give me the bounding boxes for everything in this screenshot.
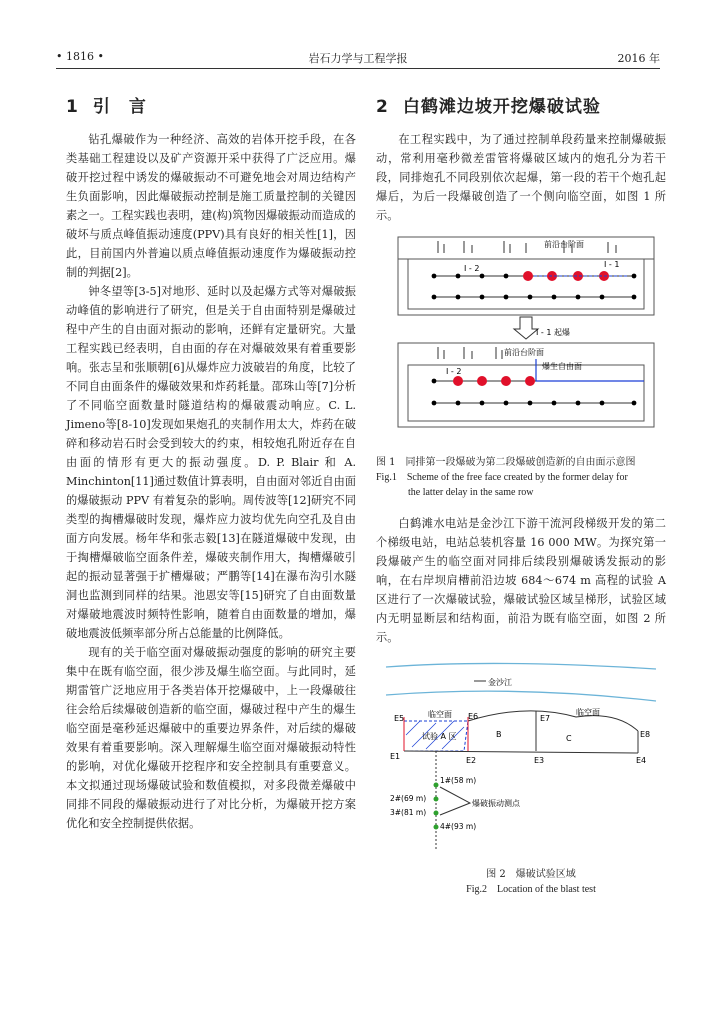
section2-paragraph-1: 在工程实践中，为了通过控制单段药量来控制爆破振动，常利用毫秒微差雷管将爆破区域内的炮孔分为若干段，同排炮孔不同段别依次起爆，第一段的若干个炮孔起爆后，为后一段爆破创造了一个侧向临空面，如图 1 所示。 — [376, 133, 666, 222]
fig1-free-face-label: 爆生自由面 — [542, 362, 582, 371]
fig2-e2: E2 — [466, 756, 477, 765]
section-title: 白鹤滩边坡开挖爆破试验 — [402, 97, 601, 117]
fig2-e8: E8 — [640, 730, 651, 739]
section-2-heading — [376, 92, 666, 118]
fig1-caption-en-2: the latter delay in the same row — [408, 487, 534, 498]
running-header — [56, 48, 660, 68]
figure-2-diagram — [376, 655, 666, 865]
section-number: 1 — [66, 97, 79, 117]
fig1-lower-panel — [398, 343, 654, 427]
intro-paragraph-2: 钟冬望等[3-5]对地形、延时以及起爆方式等对爆破振动峰值的影响进行了研究，但是关于自由面特别是爆破过程中产生的自由面对振动的影响，还鲜有定量研究。大量工程实践已经表明，自由面的存在对爆破效果有着重要影响。张志呈和张顺朝[6]从爆炸应力波破岩的角度，比较了不同自由面条件的爆破效果和炸药耗量。邵珠山等[7]分析了不同临空面数量时隧道结构的爆破震动响应。C. L. Jimeno等[8-10]发现如果炮孔的夹制作用太大，炸药在破碎和移动岩石时会受到较大的约束，相较炮孔附近存在自由面的情形有更大的振动强度。D. P. Blair 和 A. Minchinton[11]通过数值计算表明，自由面对邻近自由面的爆破振动 PPV 有着复杂的影响。周传波等[12]研究不同类型的掏槽爆破时发现，爆炸应力波均优先向空孔及自由面方向发展。杨年华和张志毅[13]在隧道爆破中发现，由于掏槽爆破临空面条件差，爆破夹制作用大，掏槽爆破引起的振动显著强于扩槽爆破；严鹏等[14]在瀑布沟引水隧洞也监测到同样的结果。池恩安等[15]研究了自由面数量对爆破地震波时频特性影响，随着自由面数量的增加，爆破地震波低频率部分所占总能量的比例降低。 — [66, 285, 356, 640]
left-column — [66, 92, 356, 833]
right-column — [376, 92, 666, 897]
fig1-caption-cn: 图 1 同排第一段爆破为第二段爆破创造新的自由面示意图 — [376, 457, 636, 468]
fig1-detonation-label: I - 1 起爆 — [536, 328, 570, 337]
fig2-point-3: 3#(81 m) — [390, 808, 427, 817]
fig1-label-i2: I - 2 — [464, 264, 480, 273]
fig1-caption-en-1: Fig.1 Scheme of the free face created by the former delay for — [376, 472, 628, 483]
intro-paragraph-3: 现有的关于临空面对爆破振动强度的影响的研究主要集中在既有临空面，很少涉及爆生临空面。与此同时，延期雷管广泛地应用于各类岩体开挖爆破中，上一段爆破往往会给后续爆破创造新的临空面，爆破过程中产生的爆生临空面是毫秒延迟爆破中的重要边界条件，对后续的爆破效果有着重要影响。深入理解爆生临空面对爆破振动特性的影响，对优化爆破开挖程序和安全控制具有重要意义。本文拟通过现场爆破试验和数值模拟，对多段微差爆破中同排不同段的爆破振动进行了对比分析，为爆破开挖方案优化和安全控制提供依据。 — [66, 646, 356, 830]
intro-paragraph-1: 钻孔爆破作为一种经济、高效的岩体开挖手段，在各类基础工程建设以及矿产资源开采中获得了广泛应用。爆破开挖过程中诱发的爆破振动不可避免地会对周边结构产生负面影响，因此爆破振动控制是施工质量控制的关键因素之一。工程实践也表明，建(构)筑物因爆破振动而造成的破坏与质点峰值振动速度(PPV)具有良好的相关性[1]，因此，目前国内外普遍以质点峰值振动速度作为爆破振动控制的判据[2]。 — [66, 133, 356, 279]
fig1-label-i1: I - 1 — [604, 260, 620, 269]
section2-paragraph-2: 白鹤滩水电站是金沙江下游干流河段梯级开发的第二个梯级电站，电站总装机容量 16 000 MW。为探究第一段爆破产生的临空面对同排后续段别爆破诱发振动的影响，在右岸坝肩槽前沿边坡 684～674 m 高程的试验 A 区进行了一次爆破试验，爆破试验区域呈梯形，试验区域内无明显断层和结构面，前沿为既有临空面，如图 2 所示。 — [376, 517, 666, 644]
fig1-upper-panel — [398, 237, 654, 315]
fig2-e3: E3 — [534, 756, 545, 765]
fig2-free-face: 临空面 — [428, 710, 452, 719]
fig2-zone-c: C — [566, 734, 572, 743]
fig1-detonation-arrow — [514, 317, 570, 339]
fig2-point-4: 4#(93 m) — [440, 822, 477, 831]
fig1-front-label: 前沿台阶面 — [544, 240, 584, 249]
header-rule — [56, 68, 660, 69]
fig2-e7: E7 — [540, 714, 551, 723]
fig2-e1: E1 — [390, 752, 401, 761]
figure-1-diagram — [376, 231, 666, 451]
fig2-e5: E5 — [394, 714, 405, 723]
fig1-front-label-2: 前沿台阶面 — [504, 348, 544, 357]
fig2-point-2: 2#(69 m) — [390, 794, 427, 803]
figure-2-caption — [376, 867, 666, 897]
section-number: 2 — [376, 97, 389, 117]
fig2-e4: E4 — [636, 756, 647, 765]
fig2-monitor-label: 爆破振动测点 — [472, 799, 520, 808]
fig2-free-face-2: 临空面 — [576, 708, 600, 717]
section-1-heading — [66, 92, 356, 118]
fig2-e6: E6 — [468, 712, 479, 721]
fig2-caption-en: Fig.2 Location of the blast test — [466, 884, 596, 895]
figure-1-caption — [376, 455, 666, 500]
fig2-zone-b: B — [496, 730, 502, 739]
fig2-river-label: 金沙江 — [488, 678, 512, 687]
fig1-label-i2-lower: I - 2 — [446, 367, 462, 376]
fig2-point-1: 1#(58 m) — [440, 776, 477, 785]
fig2-caption-cn: 图 2 爆破试验区域 — [486, 869, 576, 880]
section-title: 引 言 — [92, 97, 147, 117]
year: 2016 年 — [617, 52, 660, 65]
fig2-monitor-points — [434, 783, 439, 830]
journal-name: 岩石力学与工程学报 — [308, 52, 408, 65]
fig2-zone-a: 试验 A 区 — [422, 732, 457, 741]
page-number: • 1816 • — [56, 50, 104, 63]
